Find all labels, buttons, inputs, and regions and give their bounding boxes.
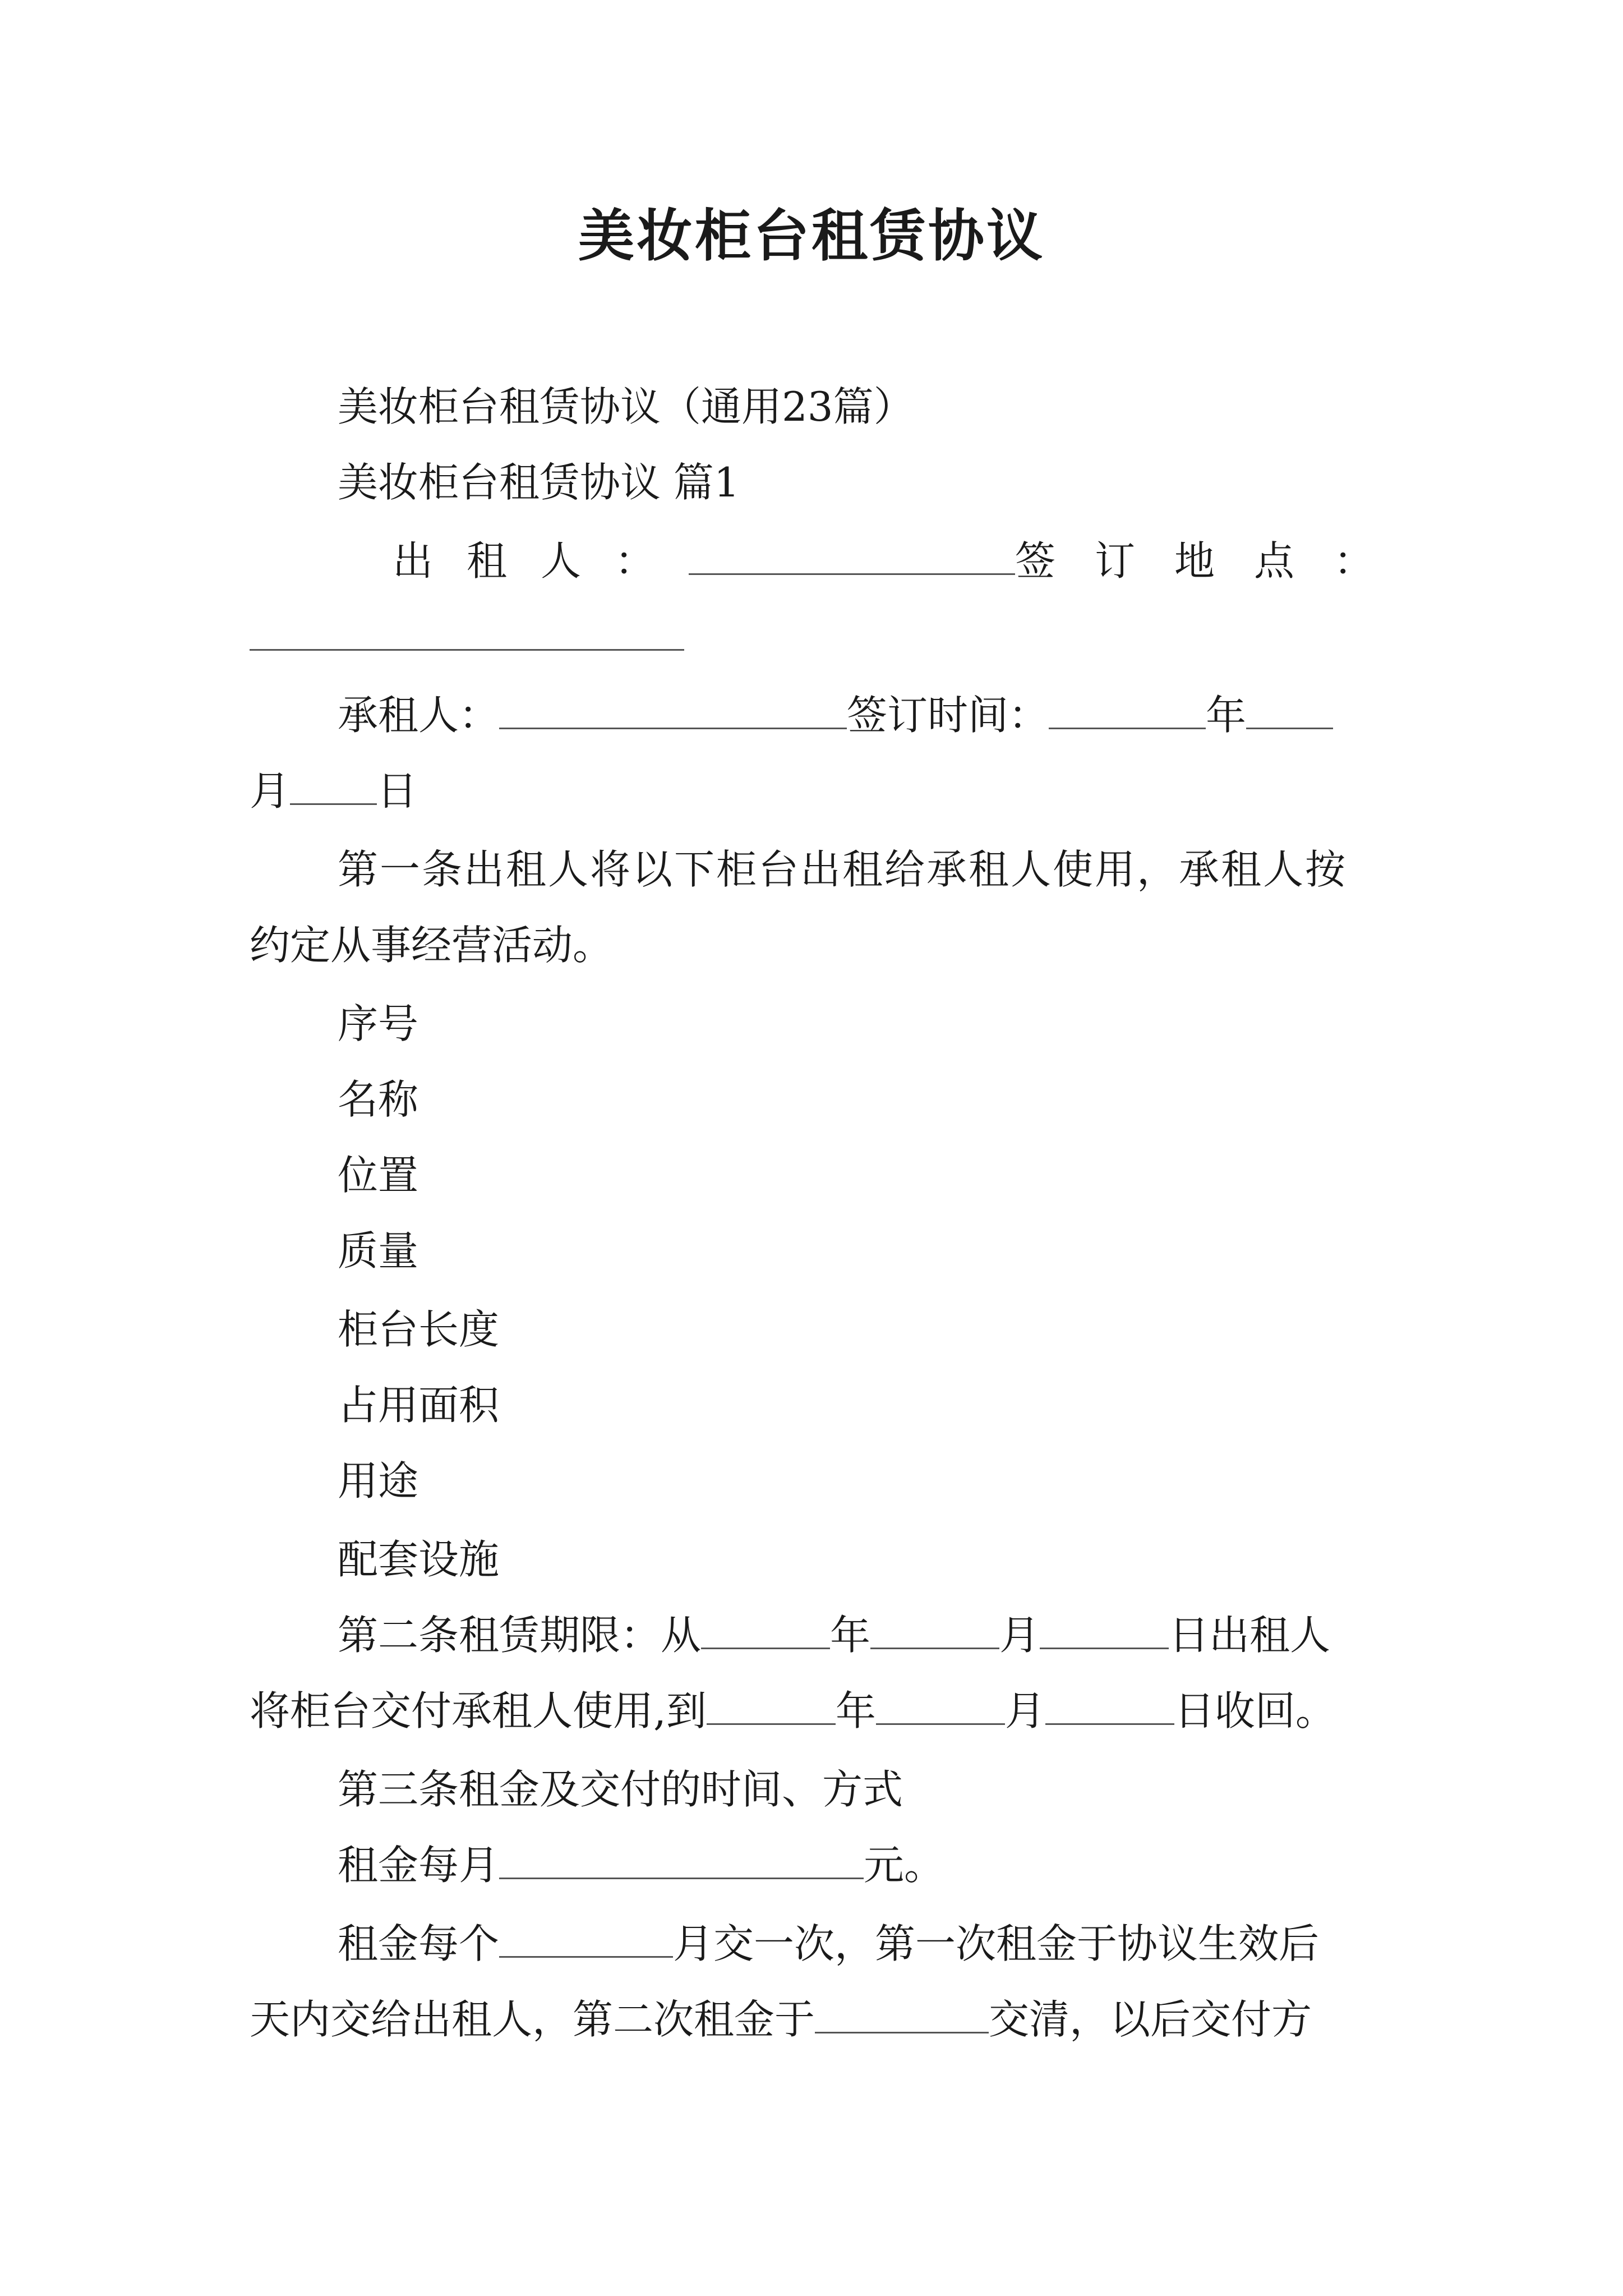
start-month-blank <box>870 1613 999 1649</box>
lessor-row <box>250 533 1413 589</box>
list-item: 质量 <box>338 1227 419 1274</box>
sign-place-blank <box>250 614 684 651</box>
list-item: 序号 <box>338 1000 419 1047</box>
sign-date-row <box>250 763 1374 819</box>
payment-line2 <box>250 1991 1374 2047</box>
list-item: 配套设施 <box>338 1536 500 1583</box>
sign-time-label: 签订时间： <box>847 692 1049 739</box>
rent-amount-blank <box>499 1843 864 1879</box>
article2-prefix: 第二条租赁期限：从 <box>338 1612 702 1659</box>
article2-line2 <box>250 1683 1374 1739</box>
payment-line1-suffix: 月交一次，第一次租金于协议生效后 <box>673 1920 1320 1967</box>
end-year-blank <box>707 1688 836 1725</box>
end-year-label: 年 <box>835 1687 876 1734</box>
lessee-label: 承租人： <box>338 692 500 739</box>
sign-place-label: 签订地点： <box>1015 537 1413 585</box>
payment-line2-prefix: 天内交给出租人，第二次租金于 <box>250 1996 815 2043</box>
rent-suffix: 元。 <box>864 1842 945 1889</box>
list-item: 名称 <box>338 1076 419 1123</box>
second-payment-blank <box>815 1997 989 2033</box>
lessor-blank <box>689 539 1015 575</box>
end-day-blank <box>1045 1688 1174 1725</box>
sign-year-label: 年 <box>1206 692 1247 739</box>
document-subtitle: 美妆柜台租赁协议（通用23篇） <box>338 383 914 430</box>
payment-prefix: 租金每个 <box>338 1920 500 1967</box>
article1-line1: 第一条出租人将以下柜台出租给承租人使用，承租人按 <box>338 846 1348 893</box>
article2-line1 <box>250 1607 1462 1663</box>
lessor-label: 出租人： <box>393 537 689 585</box>
end-month-blank <box>876 1688 1005 1725</box>
sign-day-blank <box>290 769 377 805</box>
section-heading: 美妆柜台租赁协议 篇1 <box>338 459 740 506</box>
lessee-row <box>250 687 1462 743</box>
end-month-label: 月 <box>1004 1687 1045 1734</box>
start-year-blank <box>701 1613 830 1649</box>
sign-month-label: 月 <box>250 767 291 815</box>
list-item: 柜台长度 <box>338 1306 500 1353</box>
sign-place-row <box>250 609 1374 665</box>
lessee-blank <box>499 693 847 729</box>
start-day-blank <box>1040 1613 1169 1649</box>
article1-line2: 约定从事经营活动。 <box>250 922 614 969</box>
sign-month-blank <box>1246 693 1333 729</box>
payment-line2-suffix: 交清，以后交付方 <box>989 1996 1312 2043</box>
payment-interval-blank <box>499 1921 673 1958</box>
list-item: 位置 <box>338 1152 419 1199</box>
sign-year-blank <box>1049 693 1206 729</box>
start-year-label: 年 <box>830 1612 871 1659</box>
article2-line1-suffix: 日出租人 <box>1169 1612 1331 1659</box>
article2-line2-prefix: 将柜台交付承租人使用,到 <box>250 1687 707 1734</box>
sign-day-label: 日 <box>377 767 418 815</box>
rent-row <box>250 1837 1462 1893</box>
rent-prefix: 租金每月 <box>338 1842 500 1889</box>
payment-line1 <box>250 1916 1462 1972</box>
document-title: 美妆柜台租赁协议 <box>578 203 1045 269</box>
list-item: 用途 <box>338 1457 419 1504</box>
article2-line2-suffix: 日收回。 <box>1174 1687 1336 1734</box>
list-item: 占用面积 <box>338 1382 500 1429</box>
start-month-label: 月 <box>999 1612 1040 1659</box>
article3-heading: 第三条租金及交付的时间、方式 <box>338 1766 903 1813</box>
